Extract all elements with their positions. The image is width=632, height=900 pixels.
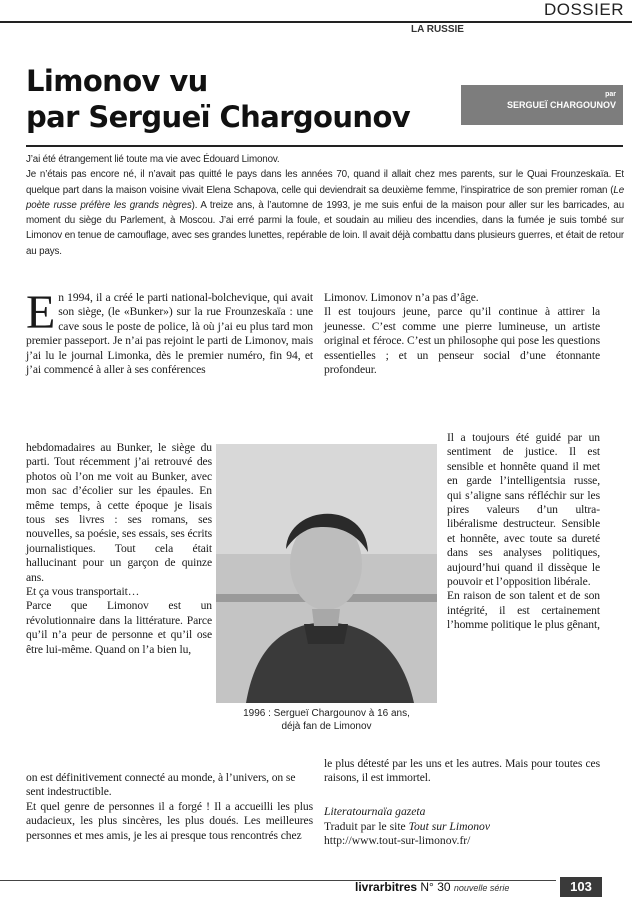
intro-book-title: Le poète russe préfère les grands nègres [26,184,624,211]
footer [355,880,509,894]
column-2-text-e: le plus détesté par les uns et les autres. Mais pour toutes ces raisons, il est immortel. [324,757,600,785]
source-prefix: Traduit par le site [324,819,409,833]
author-by: par [605,91,616,98]
column-1-text-p2: Parce que Limonov est un révolutionnaire dans la littérature. Parce qu’il n’a peur de personne et qu’il ose être lui-même. Quand on l’a bien lu, [26,599,212,656]
issue-number: N° 30 [420,880,451,894]
title-line-1: Limonov vu [26,64,208,98]
author-box [461,85,623,125]
section-label: DOSSIER [543,0,624,19]
column-2-top [324,291,600,377]
question-1: Et ça vous transportait… [26,585,140,599]
series-label: nouvelle série [453,883,510,893]
portrait-illustration [216,444,437,703]
column-2-bottom [324,757,600,786]
column-2-text-d: En raison de son talent et de son intégrité, il est certainement l’homme politique le plus gênant, [447,589,600,632]
column-1-text-c: on est définitivement connecté au monde, à l’univers, on se sent indestructible. [26,771,296,799]
column-1-bottom [26,771,313,843]
column-1-text-b: hebdomadaires au Bunker, le siège du parti. Tout récemment j’ai retrouvé des photos où l’on me voit au Bunker, avec mon sac d’écolier sur les épaules. En même temps, à cette époque je lisais tous ses livres : ses romans, ses nouvelles, sa poésie, ses essais, ses écrits journalistiques. Tout cela était hallucinant pour un garçon de quinze ans. [26,441,212,584]
caption-line-2: déjà fan de Limonov [281,721,372,732]
rubric-label: LA RUSSIE [411,24,464,35]
intro-text-b: ). A treize ans, à l’automne de 1993, je me suis enfui de la maison pour aller sur les barricades, au moment du siège du Parlement, à Moscou. J’ai erré parmi la foule, et soudain au milieu des incendies, dans la fumée je suis tombé sur Limonov en tenue de camouflage, avec ses grandes lunettes, repérable de loin. Il avait déjà combattu dans plusieurs guerres, et était de retour au pays. [26,199,624,257]
column-1-text-a: n 1994, il a créé le parti national-bolchevique, qui avait son siège, (le «Bunker») sur la rue Frounzeskaïa : une cave sous le poste de police, là où j’ai eu plus tard mon premier passeport. Je n’ai pas rejoint le parti de Limonov, mais j’ai lu le journal Limonka, dès le premier numéro, fin 94, et j’ai commencé à aller à ses conférences [26,291,313,377]
title-line-2: par Sergueï Chargounov [26,100,411,134]
intro-paragraph [26,167,624,259]
author-name: SERGUEÏ CHARGOUNOV [506,100,616,110]
intro-text-a: Je n’étais pas encore né, il n’avait pas quitté le pays dans les années 70, quand il allait chez mes parents, sur le Quai Frounzeskaïa. Et quelque part dans la maison voisine vivait Elena Schapova, celle qui deviendrait sa deuxième femme, l’inspiratrice de son premier roman ( [26,169,624,196]
source-journal: Literatournaïa gazeta [324,805,426,818]
article-title [26,63,410,135]
source-credit [324,805,600,849]
title-rule [26,145,623,147]
header-rule [0,21,632,23]
drop-cap: E [26,286,56,339]
source-url: http://www.tout-sur-limonov.fr/ [324,834,471,848]
column-2-text-a: Limonov. Limonov n’a pas d’âge. [324,291,479,304]
magazine-name-b: arbitres [373,880,418,894]
question-2: Et quel genre de personnes il a forgé ! Il a accueilli les plus audacieux, les plus sincères, les plus doués. Les meilleures personnes et mes amis, je les ai presque tous rencontrés chez [26,799,313,842]
portrait-photo [216,444,437,703]
source-site-name: Tout sur Limonov [408,819,490,833]
magazine-name-a: livr [355,880,374,894]
article-intro [26,152,624,259]
caption-line-1: 1996 : Sergueï Chargounov à 16 ans, [243,708,410,719]
page-number: 103 [560,877,602,897]
column-1-middle [26,441,212,657]
column-2-text-b: Il est toujours jeune, parce qu’il continue à attirer la jeunesse. C’est comme une pierre lumineuse, un artiste original et féroce. C’est un philosophe qui pose les questions essentielles ; et un penseur social d’une étonnante profondeur. [324,305,600,377]
column-2-middle [447,431,600,633]
source-translation [324,820,600,835]
intro-line-1: J’ai été étrangement lié toute ma vie avec Édouard Limonov. [26,154,280,165]
column-1-top [26,286,313,377]
column-2-text-c: Il a toujours été guidé par un sentiment de justice. Il est sensible et honnête quand il met en garde l’intelligentsia russe, qui s’aligne sans réfléchir sur les pires valeurs d’un ultra-libéralisme destructeur. Sensible et honnête, avec toute sa dureté dans ses analyses politiques, aujourd’hui quand il dissèque le pouvoir et l’opposition libérale. [447,431,600,589]
photo-caption [216,707,437,733]
